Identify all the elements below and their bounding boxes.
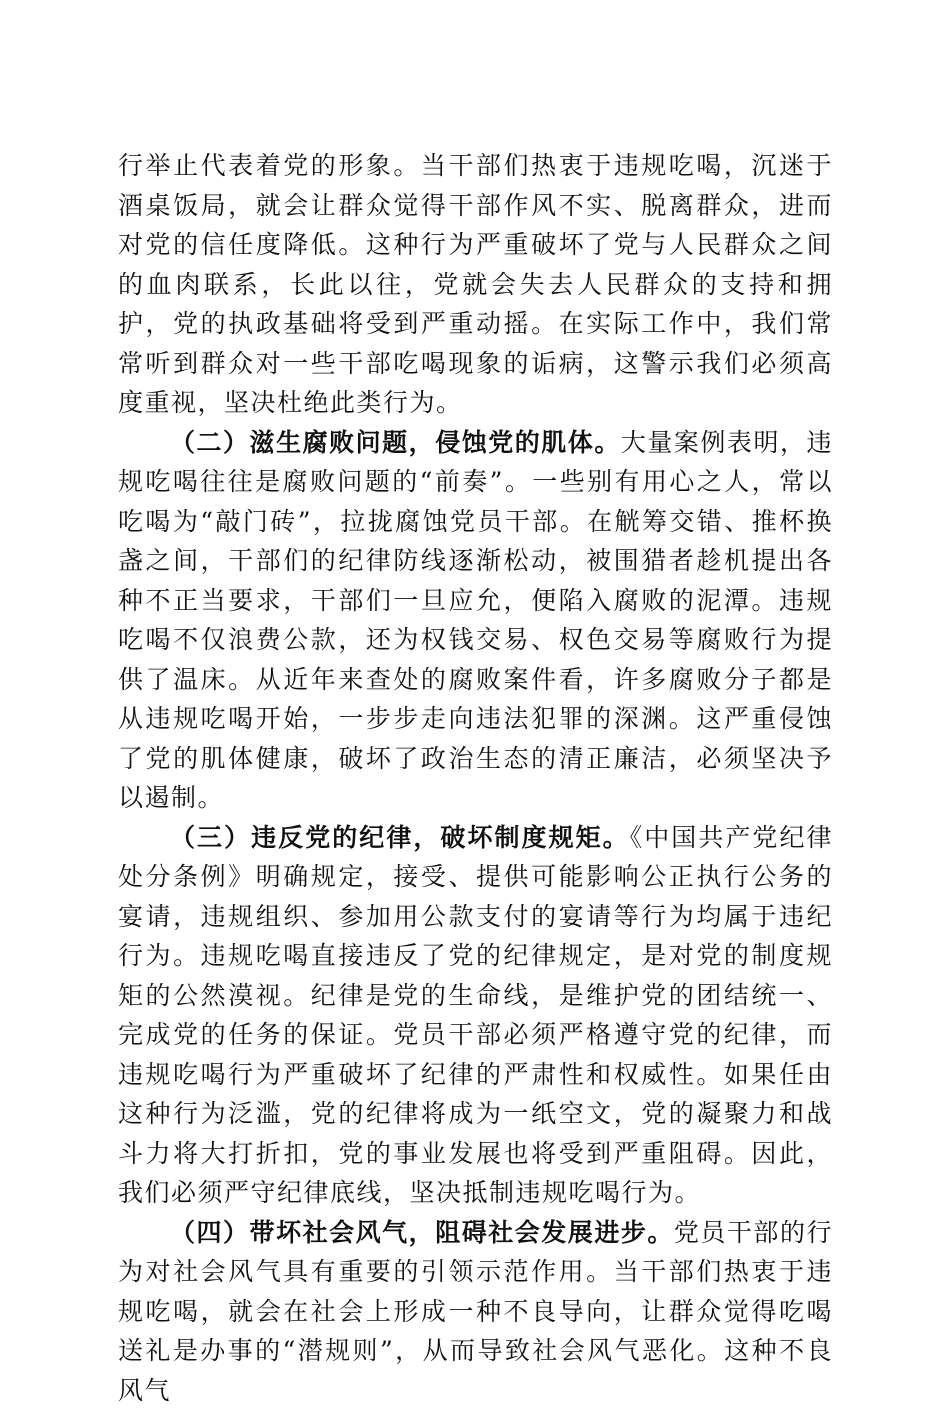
paragraph-body: 行举止代表着党的形象。当干部们热衷于违规吃喝，沉迷于酒桌饭局，就会让群众觉得干部作风不实、脱离群众，进而对党的信任度降低。这种行为严重破坏了党与人民群众之间的血肉联系，长此以往，党就会失去人民群众的支持和拥护，党的执政基础将受到严重动摇。在实际工作中，我们常常听到群众对一些干部吃喝现象的诟病，这警示我们必须高度重视，坚决杜绝此类行为。 <box>118 151 833 417</box>
paragraph-body: 大量案例表明，违规吃喝往往是腐败问题的“前奏”。一些别有用心之人，常以吃喝为“敲门砖”，拉拢腐蚀党员干部。在觥筹交错、推杯换盏之间，干部们的纪律防线逐渐松动，被围猎者趁机提出各种不正当要求，干部们一旦应允，便陷入腐败的泥潭。违规吃喝不仅浪费公款，还为权钱交易、权色交易等腐败行为提供了温床。从近年来查处的腐败案件看，许多腐败分子都是从违规吃喝开始，一步步走向违法犯罪的深渊。这严重侵蚀了党的肌体健康，破坏了政治生态的清正廉洁，必须坚决予以遏制。 <box>118 428 833 813</box>
paragraph-body: 《中国共产党纪律处分条例》明确规定，接受、提供可能影响公正执行公务的宴请，违规组织、参加用公款支付的宴请等行为均属于违纪行为。违规吃喝直接违反了党的纪律规定，是对党的制度规矩的公然漠视。纪律是党的生命线，是维护党的团结统一、完成党的任务的保证。党员干部必须严格遵守党的纪律，而违规吃喝行为严重破坏了纪律的严肃性和权威性。如果任由这种行为泛滥，党的纪律将成为一纸空文，党的凝聚力和战斗力将大打折扣，党的事业发展也将受到严重阻碍。因此，我们必须严守纪律底线，坚决抵制违规吃喝行为。 <box>118 823 833 1208</box>
paragraph-body: 党员干部的行为对社会风气具有重要的引领示范作用。当干部们热衷于违规吃喝，就会在社会上形成一种不良导向，让群众觉得吃喝送礼是办事的“潜规则”，从而导致社会风气恶化。这种不良风气 <box>118 1218 833 1405</box>
paragraph-section-4 <box>118 1213 833 1410</box>
section-heading: （二）滋生腐败问题，侵蚀党的肌体。 <box>170 428 621 457</box>
section-heading: （三）违反党的纪律，破坏制度规矩。 <box>170 823 630 852</box>
paragraph-continuation <box>118 146 833 423</box>
section-heading: （四）带坏社会风气，阻碍社会发展进步。 <box>170 1218 674 1247</box>
document-page <box>118 146 833 1410</box>
paragraph-section-2 <box>118 423 833 818</box>
paragraph-section-3 <box>118 818 833 1213</box>
